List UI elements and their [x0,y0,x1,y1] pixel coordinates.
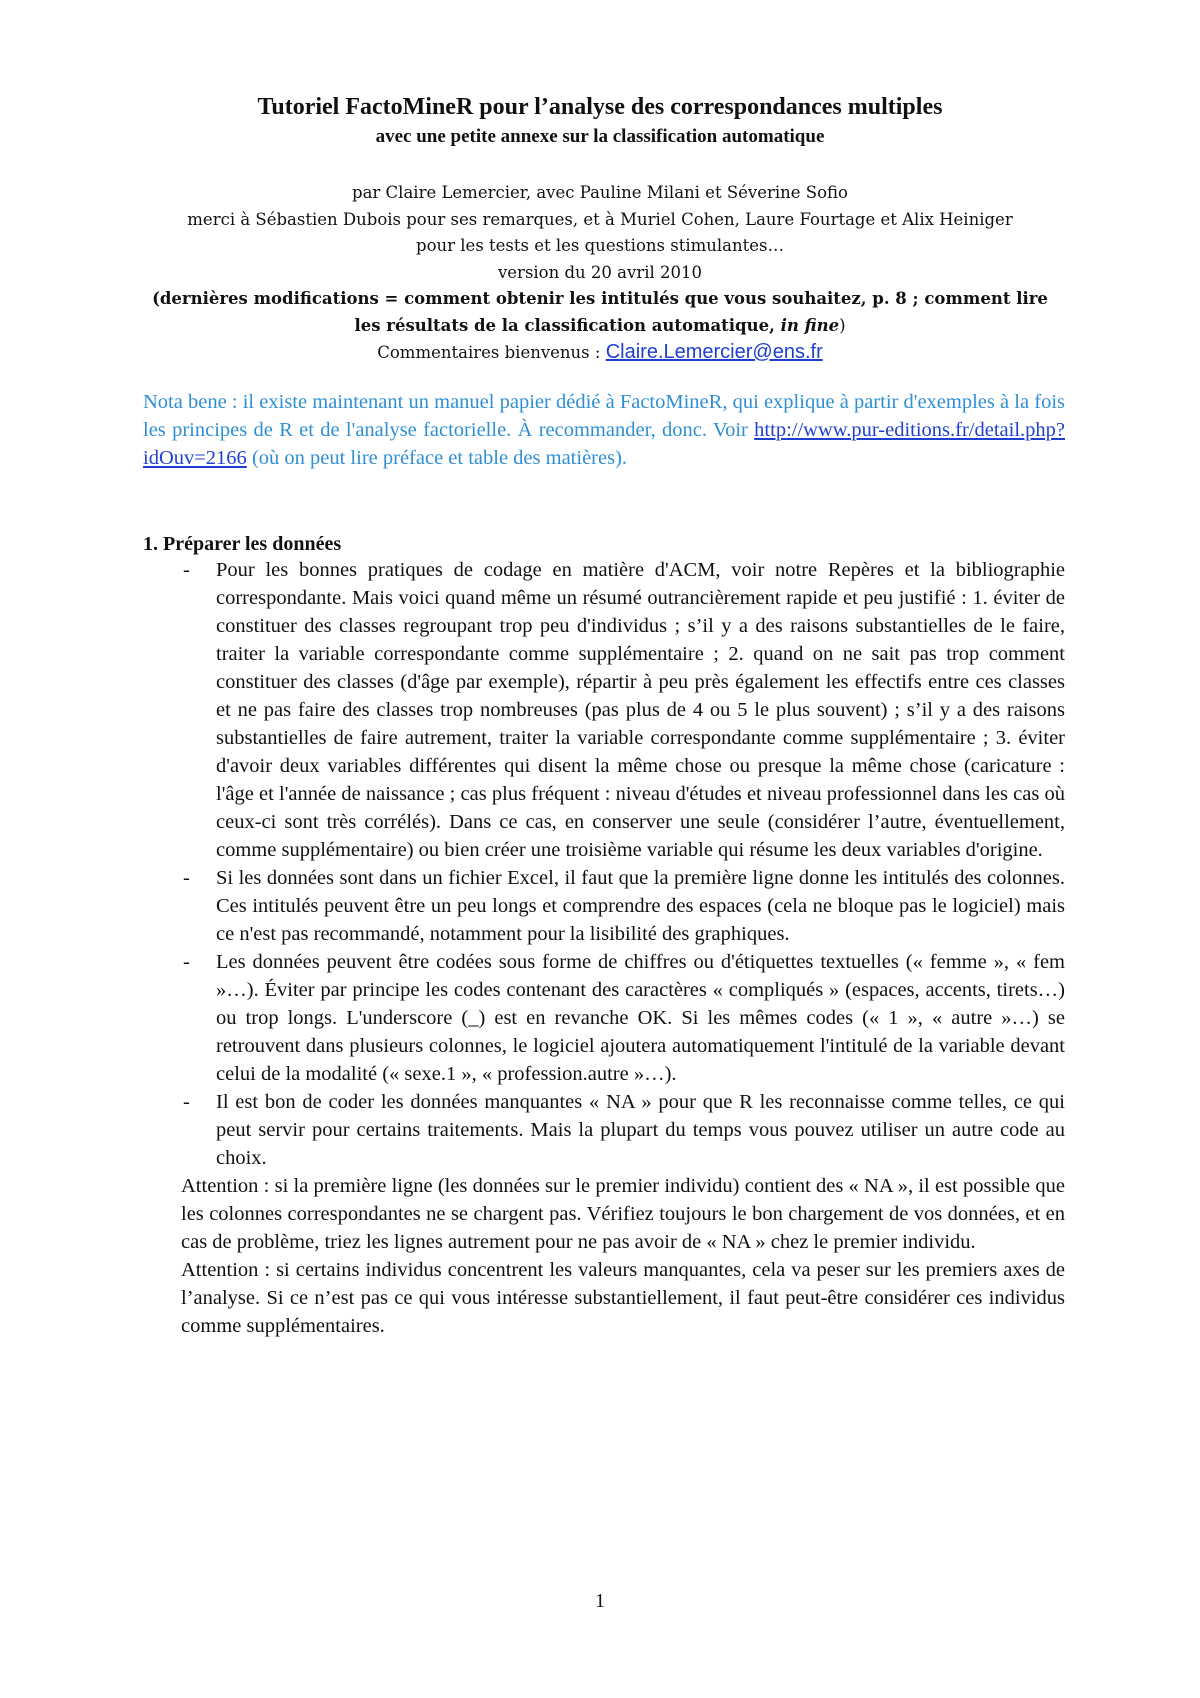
comments-label: Commentaires bienvenus : [377,343,606,362]
email-link[interactable]: Claire.Lemercier@ens.fr [605,341,823,363]
modifications-close: ) [839,315,846,335]
modifications-text-1: dernières modifications = comment obtenir les intitulés que vous souhaitez, p. 8 ; comment lire [159,289,1048,308]
list-item-text: Il est bon de coder les données manquantes « NA » pour que R les reconnaisse comme telles, ce qui peut servir pour certains traitements. Mais la plupart du temps vous pouvez utiliser un autre code au choix. [216,1091,1065,1169]
pur-editions-link[interactable]: http://www.pur-editions.fr/detail.php?idOuv=2166 [143,419,1065,469]
credits-block [100,180,1100,367]
comments-line [100,339,1100,367]
page-number: 1 [595,1590,605,1612]
list-item-text: Pour les bonnes pratiques de codage en matière d'ACM, voir notre Repères et la bibliographie correspondante. Mais voici quand même un résumé outrancièrement rapide et peu justifié : 1. éviter de constituer des classes regroupant trop peu d'individus ; s’il y a des raisons substantielles de le faire, traiter la variable correspondante comme supplémentaire ; 2. quand on ne sait pas trop comment constituer des classes (d'âge par exemple), répartir à peu près également les effectifs entre ces classes et ne pas faire des classes trop nombreuses (pas plus de 4 ou 5 le plus souvent) ; s’il y a des raisons substantielles de faire autrement, traiter la variable correspondante comme supplémentaire ; 3. éviter d'avoir deux variables différentes qui disent la même chose ou presque la même chose (caricature : l'âge et l'année de naissance ; cas plus fréquent : niveau d'études et niveau professionnel dans les cas où ceux-ci sont très corrélés). Dans ce cas, en conserver une seule (considérer l’autre, éventuellement, comme supplémentaire) ou bien créer une troisième variable qui résume les deux variables d'origine. [216,559,1065,861]
modifications-italic: in fine [780,315,840,335]
version-line: version du 20 avril 2010 [497,262,703,282]
modifications-line-1 [100,286,1100,313]
document-subtitle: avec une petite annexe sur la classification automatique [375,126,825,147]
modifications-line-2 [100,313,1100,340]
list-item [143,1088,1065,1172]
list-item [143,948,1065,1088]
bullet-dash: - [183,1091,190,1113]
thanks-line-2: pour les tests et les questions stimulantes… [416,236,784,255]
list-item [143,864,1065,948]
nota-text: Nota bene : il existe maintenant un manuel papier dédié à FactoMineR, qui explique à partir d'exemples à la fois les principes de R et de l'analyse factorielle. À recommander, donc. Voir [143,391,1065,441]
document-title: Tutoriel FactoMineR pour l’analyse des correspondances multiples [257,94,943,120]
section-content [143,556,1065,1340]
list-item-text: Si les données sont dans un fichier Excel, il faut que la première ligne donne les intitulés des colonnes. Ces intitulés peuvent être un peu longs et comprendre des espaces (cela ne bloque pas le logiciel) mais ce n'est pas recommandé, notamment pour la lisibilité des graphiques. [216,867,1065,945]
list-item [143,556,1065,864]
thanks-line: merci à Sébastien Dubois pour ses remarques, et à Muriel Cohen, Laure Fourtage et Alix Heiniger [187,209,1013,229]
nota-text-after: (où on peut lire préface et table des matières). [246,447,628,469]
bullet-dash: - [183,951,190,973]
modifications-open: ( [152,289,160,308]
attention-paragraph-1: Attention : si la première ligne (les données sur le premier individu) contient des « NA », il est possible que les colonnes correspondantes ne se chargent pas. Vérifiez toujours le bon chargement de vos données, et en cas de problème, triez les lignes autrement pour ne pas avoir de « NA » chez le premier individu. [181,1175,1065,1253]
bullet-dash: - [183,867,190,889]
nota-bene-paragraph [143,388,1065,472]
modifications-text-2: les résultats de la classification automatique, [354,315,781,335]
bullet-dash: - [183,559,190,581]
attention-paragraph-2: Attention : si certains individus concentrent les valeurs manquantes, cela va peser sur les premiers axes de l’analyse. Si ce n’est pas ce qui vous intéresse substantiellement, il faut peut-être considérer ces individus comme supplémentaires. [181,1259,1065,1337]
authors-line: par Claire Lemercier, avec Pauline Milani et Séverine Sofio [352,183,848,202]
list-item-text: Les données peuvent être codées sous forme de chiffres ou d'étiquettes textuelles (« femme », « fem »…). Éviter par principe les codes contenant des caractères « compliqués » (espaces, accents, tirets…) ou trop longs. L'underscore (_) est en revanche OK. Si les mêmes codes (« 1 », « autre »…) se retrouvent dans plusieurs colonnes, le logiciel ajoutera automatiquement l'intitulé de la variable devant celui de la modalité (« sexe.1 », « profession.autre »…). [216,951,1065,1085]
section-heading: 1. Préparer les données [143,533,342,555]
